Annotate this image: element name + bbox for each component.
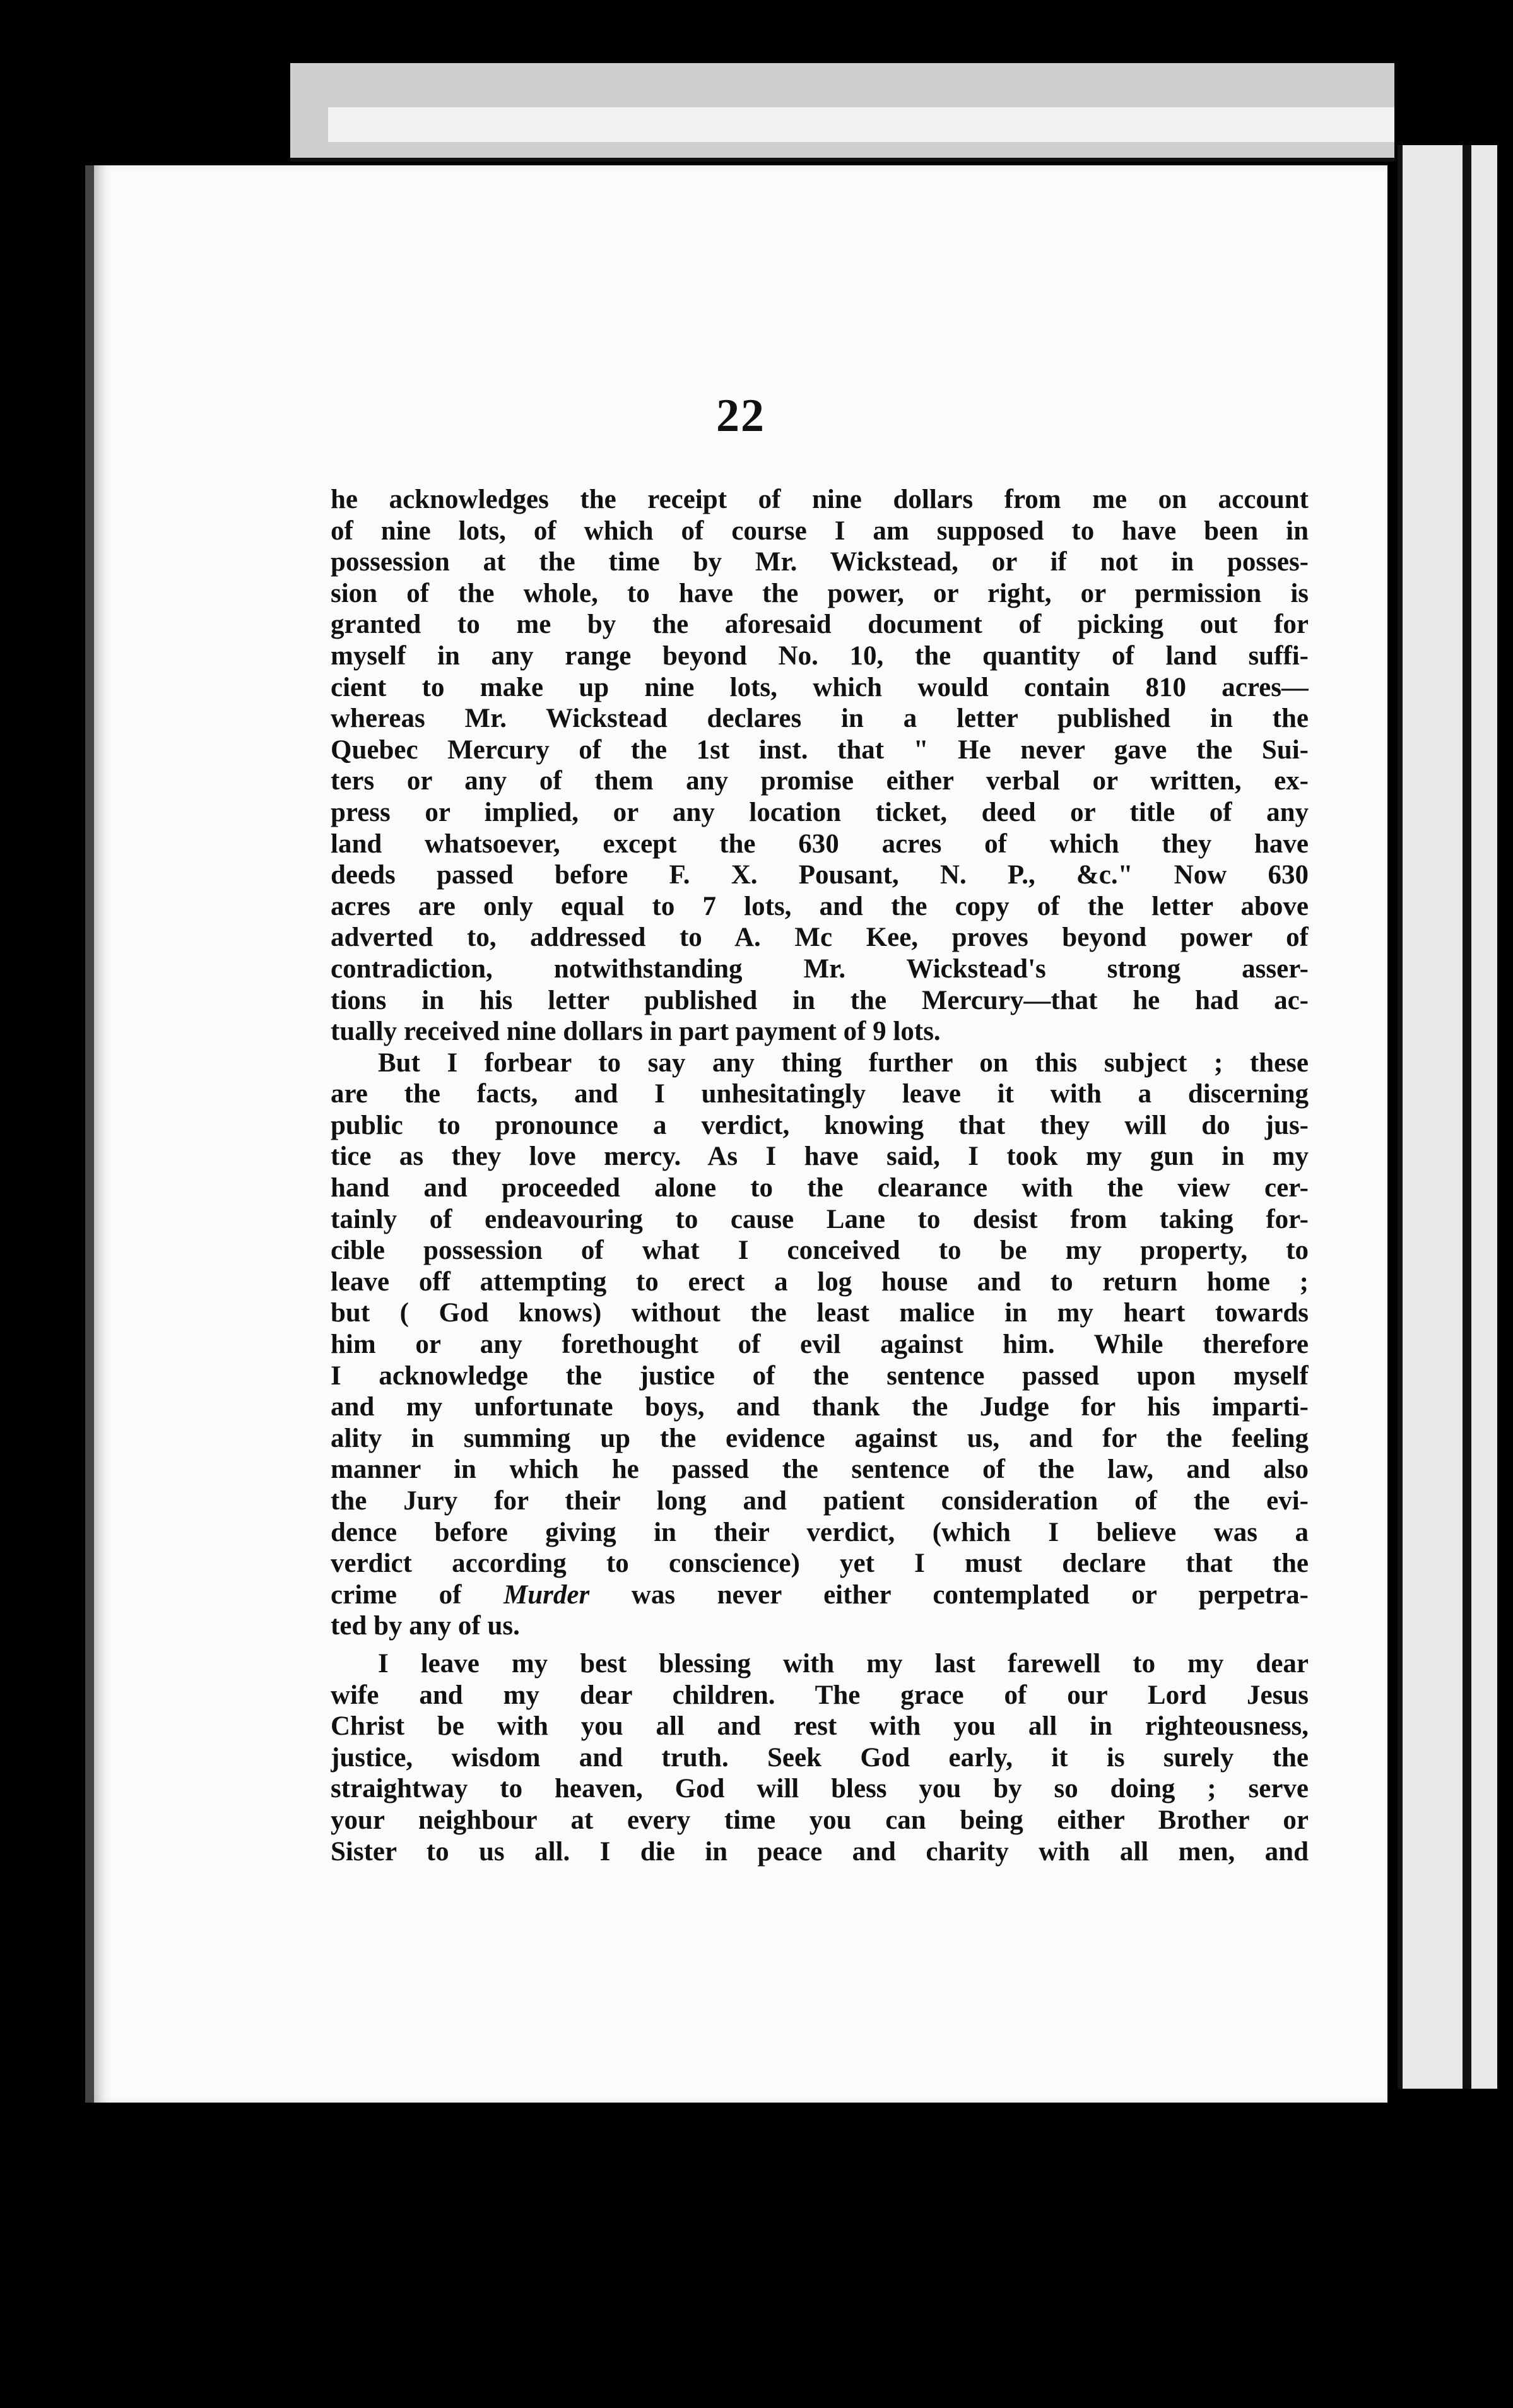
text-line: Christ be with you all and rest with you all in righteousness, (331, 1711, 1309, 1742)
text-line: possession at the time by Mr. Wickstead, or if not in posses- (331, 547, 1309, 577)
text-line: and my unfortunate boys, and thank the Judge for his imparti- (331, 1392, 1309, 1422)
text-line: adverted to, addressed to A. Mc Kee, proves beyond power of (331, 923, 1309, 953)
text-line: tions in his letter published in the Mercury—that he had ac- (331, 985, 1309, 1015)
text-line: verdict according to conscience) yet I must declare that the (331, 1549, 1309, 1579)
paragraph-3 (331, 1648, 1309, 1867)
text-line: your neighbour at every time you can being either Brother or (331, 1805, 1309, 1835)
text-line: wife and my dear children. The grace of our Lord Jesus (331, 1680, 1309, 1710)
text-line: granted to me by the aforesaid document of picking out for (331, 610, 1309, 640)
text-line: the Jury for their long and patient consideration of the evi- (331, 1486, 1309, 1516)
text-line: But I forbear to say any thing further on this subject ; these (378, 1048, 1309, 1078)
back-pages-edge (328, 107, 1394, 142)
text-line: manner in which he passed the sentence of the law, and also (331, 1455, 1309, 1485)
text-line: myself in any range beyond No. 10, the quantity of land suffi- (331, 640, 1309, 671)
text-line: deeds passed before F. X. Pousant, N. P., &c." Now 630 (331, 860, 1309, 890)
text-line: cient to make up nine lots, which would contain 810 acres— (331, 672, 1309, 702)
text-line: cible possession of what I conceived to be my property, to (331, 1236, 1309, 1266)
text-line: tually received nine dollars in part payment of 9 lots. (331, 1017, 941, 1047)
text-line: dence before giving in their verdict, (which I believe was a (331, 1517, 1309, 1547)
text-line: acres are only equal to 7 lots, and the copy of the letter above (331, 891, 1309, 921)
page-number: 22 (716, 390, 765, 442)
text-line: but ( God knows) without the least malice in my heart towards (331, 1298, 1309, 1328)
text-line: tainly of endeavouring to cause Lane to desist from taking for- (331, 1204, 1309, 1234)
text-line: tice as they love mercy. As I have said, I took my gun in my (331, 1142, 1309, 1172)
text-line: hand and proceeded alone to the clearance with the view cer- (331, 1173, 1309, 1203)
murder-word: Murder (503, 1579, 590, 1610)
paragraph-2 (331, 1048, 1309, 1642)
text-line: Quebec Mercury of the 1st inst. that " He never gave the Sui- (331, 735, 1309, 765)
text-line: leave off attempting to erect a log house and to return home ; (331, 1266, 1309, 1297)
text-line: land whatsoever, except the 630 acres of which they have (331, 829, 1309, 859)
text-line: him or any forethought of evil against him. While therefore (331, 1330, 1309, 1360)
text-line: public to pronounce a verdict, knowing that they will do jus- (331, 1110, 1309, 1140)
text-line-murder (331, 1579, 1309, 1611)
text-line: ality in summing up the evidence against us, and for the feeling (331, 1423, 1309, 1453)
text-line: I acknowledge the justice of the sentence passed upon myself (331, 1360, 1309, 1391)
adjacent-page (1398, 145, 1497, 2089)
text-line: justice, wisdom and truth. Seek God early, it is surely the (331, 1742, 1309, 1773)
text-line: press or implied, or any location ticket, deed or title of any (331, 797, 1309, 827)
text-line: ters or any of them any promise either verbal or written, ex- (331, 766, 1309, 796)
text-line: ted by any of us. (331, 1611, 520, 1641)
murder-line-before: crime of (331, 1579, 503, 1610)
text-line: of nine lots, of which of course I am supposed to have been in (331, 516, 1309, 546)
text-line: I leave my best blessing with my last farewell to my dear (378, 1648, 1309, 1679)
text-line: contradiction, notwithstanding Mr. Wickstead's strong asser- (331, 953, 1309, 984)
text-line: whereas Mr. Wickstead declares in a letter published in the (331, 704, 1309, 734)
text-line: are the facts, and I unhesitatingly leave it with a discerning (331, 1079, 1309, 1109)
murder-line-after: was never either contemplated or perpetra- (589, 1579, 1309, 1610)
adjacent-page-shadow (1463, 145, 1471, 2089)
text-line: sion of the whole, to have the power, or right, or permission is (331, 578, 1309, 608)
document-page (85, 165, 1387, 2103)
text-line: straightway to heaven, God will bless you by so doing ; serve (331, 1774, 1309, 1804)
text-line: he acknowledges the receipt of nine dollars from me on account (331, 485, 1309, 514)
text-line: Sister to us all. I die in peace and charity with all men, and (331, 1836, 1309, 1867)
paragraph-1 (331, 484, 1309, 1048)
body-text (331, 484, 1309, 1867)
